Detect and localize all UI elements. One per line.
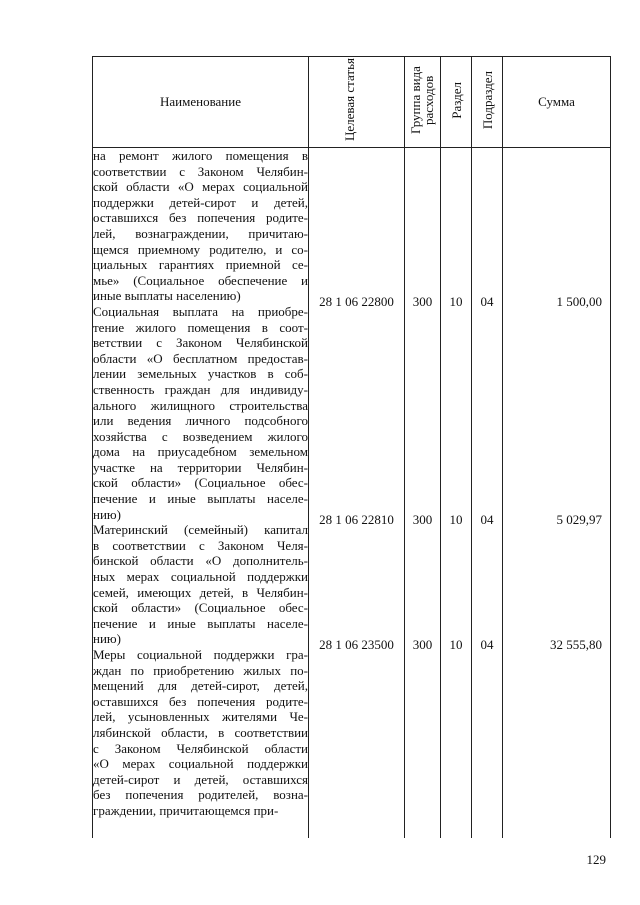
expense-group-value: 300 <box>412 637 433 652</box>
header-expense-group-label: Группа вида расходов <box>407 66 436 134</box>
row-name-line: в соответствии с Законом Челя- <box>93 537 308 553</box>
table-header-row <box>93 57 611 148</box>
row-name-line: ждан по приобретению жилых по- <box>93 662 308 678</box>
row-name-line: детей-сирот и детей, оставшихся <box>93 771 308 787</box>
row-name-line: на ремонт жилого помещения в <box>93 148 308 163</box>
row-name-line: соответствии с Законом Челябин- <box>93 163 308 179</box>
row-name-line: области «О бесплатном предостав- <box>93 350 308 366</box>
row-name-line: Меры социальной поддержки гра- <box>93 647 308 662</box>
sum-value: 5 029,97 <box>556 512 602 527</box>
subsection-value: 04 <box>480 512 494 527</box>
row-name-line: «О мерах социальной поддержки <box>93 756 308 772</box>
row-name-line: оставшихся без попечения родите- <box>93 210 308 226</box>
row-name-line: лей, усыновленных жителями Че- <box>93 709 308 725</box>
target-article-column <box>309 148 405 839</box>
subsection-value: 04 <box>480 294 494 309</box>
subsection-value: 04 <box>480 637 494 652</box>
header-name: Наименование <box>93 57 309 148</box>
header-sum: Сумма <box>503 57 611 148</box>
row-name <box>93 522 308 647</box>
row-name-line: оставшихся без попечения родите- <box>93 693 308 709</box>
row-name-line: граждении, причитающемся при- <box>93 802 279 818</box>
header-section <box>441 57 472 148</box>
section-value: 10 <box>449 294 463 309</box>
subsection-column <box>472 148 503 839</box>
row-name-line: без попечения родителей, возна- <box>93 787 308 803</box>
row-name-line: Социальная выплата на приобре- <box>93 303 308 319</box>
row-name-line: ской области» (Социальное обес- <box>93 600 308 616</box>
row-name-line: ской области» (Социальное обес- <box>93 475 308 491</box>
row-name-line: дома на приусадебном земельном <box>93 444 308 460</box>
row-name-line: семей, имеющих детей, в Челябин- <box>93 584 308 600</box>
name-paragraphs <box>93 148 308 819</box>
sum-value: 1 500,00 <box>556 294 602 309</box>
target-article-value: 28 1 06 22810 <box>319 512 394 527</box>
page-number: 129 <box>586 852 606 867</box>
row-name-line: щемся приемному родителю, и со- <box>93 241 308 257</box>
header-subsection-label: Подраздел <box>479 70 495 130</box>
sum-column <box>503 148 611 839</box>
section-value: 10 <box>449 512 463 527</box>
header-target-article-label: Целевая статья <box>341 58 357 142</box>
row-name-line: или ведения личного подсобного <box>93 413 308 429</box>
row-name <box>93 647 308 819</box>
row-name-line: ветствии с Законом Челябинской <box>93 335 308 351</box>
row-name-line: лябинской области, в соответствии <box>93 724 308 740</box>
row-name-line: мещений для детей-сирот, детей, <box>93 678 308 694</box>
row-name <box>93 148 308 304</box>
target-article-value: 28 1 06 23500 <box>319 637 394 652</box>
row-name-line: Материнский (семейный) капитал <box>93 522 308 538</box>
row-name-line: лении земельных участков в соб- <box>93 366 308 382</box>
row-name-line: ального жилищного строительства <box>93 397 308 413</box>
row-name-line: поддержки детей-сирот и детей, <box>93 194 308 210</box>
section-column <box>441 148 472 839</box>
expense-group-value: 300 <box>412 294 433 309</box>
header-section-label: Раздел <box>448 81 464 119</box>
target-article-value: 28 1 06 22800 <box>319 294 394 309</box>
budget-table <box>92 56 611 838</box>
expense-group-column <box>405 148 441 839</box>
expense-group-value: 300 <box>412 512 433 527</box>
table-body-row <box>93 148 611 839</box>
row-name-line: лей, вознаграждении, причитаю- <box>93 225 308 241</box>
section-value: 10 <box>449 637 463 652</box>
row-name-line: нию) <box>93 506 121 522</box>
name-column <box>93 148 309 839</box>
row-name-line: тение жилого помещения в соот- <box>93 319 308 335</box>
sum-value: 32 555,80 <box>550 637 602 652</box>
row-name-line: участке на территории Челябин- <box>93 459 308 475</box>
header-target-article <box>309 57 405 148</box>
row-name-line: циальных гарантиях приемной се- <box>93 257 308 273</box>
header-expense-group <box>405 57 441 148</box>
row-name-line: иные выплаты населению) <box>93 288 241 304</box>
row-name-line: нию) <box>93 631 121 647</box>
row-name-line: хозяйства с возведением жилого <box>93 428 308 444</box>
row-name-line: ных мерах социальной поддержки <box>93 569 308 585</box>
row-name-line: мье» (Социальное обеспечение и <box>93 272 308 288</box>
row-name-line: печение и иные выплаты населе- <box>93 615 308 631</box>
row-name-line: с Законом Челябинской области <box>93 740 308 756</box>
row-name-line: бинской области «О дополнитель- <box>93 553 308 569</box>
row-name-line: ской области «О мерах социальной <box>93 179 308 195</box>
header-subsection <box>472 57 503 148</box>
row-name <box>93 304 308 522</box>
row-name-line: печение и иные выплаты населе- <box>93 491 308 507</box>
row-name-line: ственность граждан для индивиду- <box>93 381 308 397</box>
